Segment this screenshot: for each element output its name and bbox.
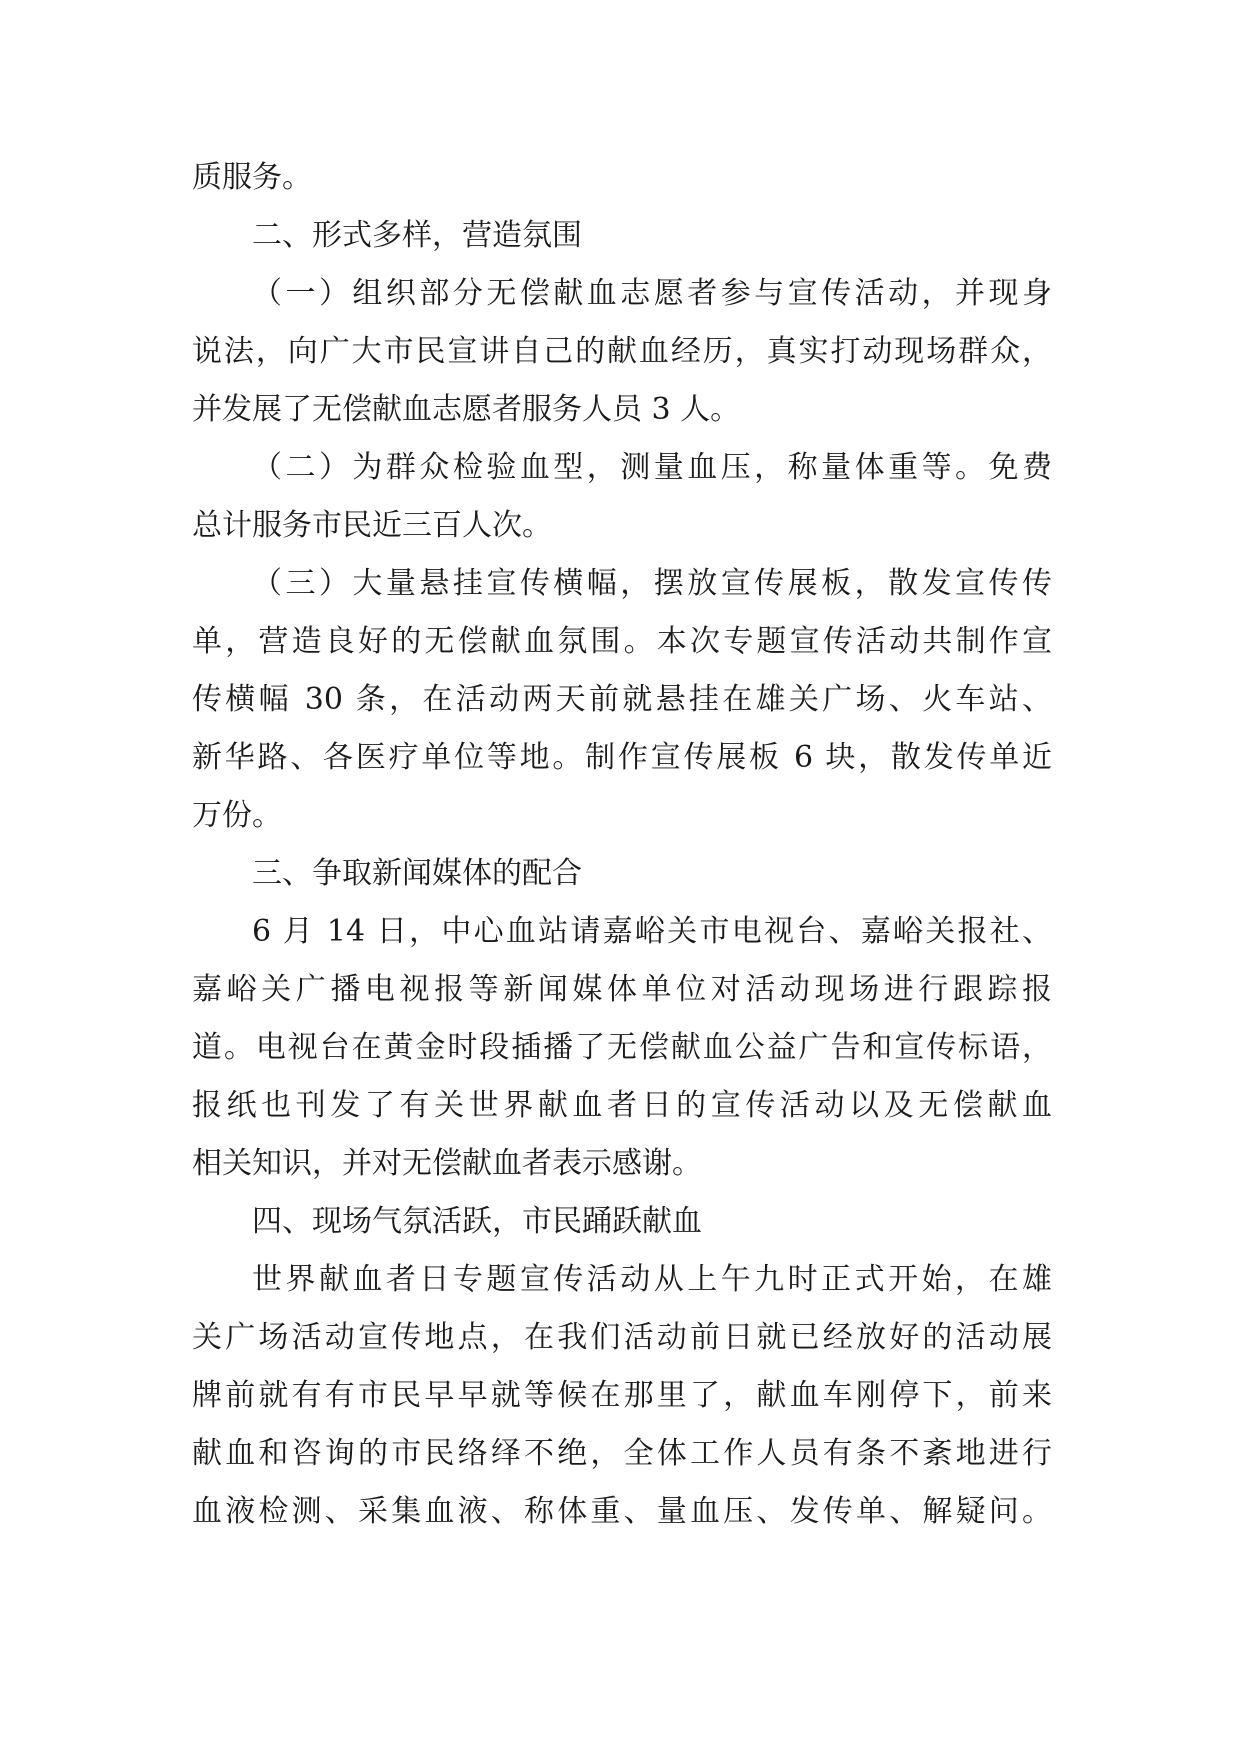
section-heading: 四、现场气氛活跃，市民踊跃献血 — [252, 1204, 702, 1239]
text-line: （三）大量悬挂宣传横幅，摆放宣传展板，散发宣传传 — [252, 566, 1052, 601]
text-line: 总计服务市民近三百人次。 — [192, 508, 552, 543]
text-line: 牌前就有有市民早早就等候在那里了，献血车刚停下，前来 — [192, 1378, 1052, 1413]
text-line: 质服务。 — [192, 160, 312, 195]
text-line: 献血和咨询的市民络绎不绝，全体工作人员有条不紊地进行 — [192, 1436, 1052, 1471]
text-line: （二）为群众检验血型，测量血压，称量体重等。免费 — [252, 450, 1052, 485]
text-line: 万份。 — [192, 798, 282, 833]
text-line: 新华路、各医疗单位等地。制作宣传展板 6 块，散发传单近 — [192, 740, 1052, 775]
text-line: 并发展了无偿献血志愿者服务人员 3 人。 — [192, 392, 741, 427]
text-line: 道。电视台在黄金时段插播了无偿献血公益广告和宣传标语， — [192, 1030, 1052, 1065]
text-line: 关广场活动宣传地点，在我们活动前日就已经放好的活动展 — [192, 1320, 1052, 1355]
text-line: 血液检测、采集血液、称体重、量血压、发传单、解疑问。 — [192, 1494, 1052, 1529]
section-heading: 二、形式多样，营造氛围 — [252, 218, 582, 253]
text-line: 说法，向广大市民宣讲自己的献血经历，真实打动现场群众， — [192, 334, 1052, 369]
text-line: （一）组织部分无偿献血志愿者参与宣传活动，并现身 — [252, 276, 1052, 311]
text-line: 嘉峪关广播电视报等新闻媒体单位对活动现场进行跟踪报 — [192, 972, 1052, 1007]
text-line: 传横幅 30 条，在活动两天前就悬挂在雄关广场、火车站、 — [192, 682, 1052, 717]
section-heading: 三、争取新闻媒体的配合 — [252, 856, 582, 891]
text-line: 世界献血者日专题宣传活动从上午九时正式开始，在雄 — [252, 1262, 1052, 1297]
text-line: 6 月 14 日，中心血站请嘉峪关市电视台、嘉峪关报社、 — [252, 914, 1052, 949]
text-line: 相关知识，并对无偿献血者表示感谢。 — [192, 1146, 702, 1181]
text-line: 单，营造良好的无偿献血氛围。本次专题宣传活动共制作宣 — [192, 624, 1052, 659]
text-line: 报纸也刊发了有关世界献血者日的宣传活动以及无偿献血 — [192, 1088, 1052, 1123]
